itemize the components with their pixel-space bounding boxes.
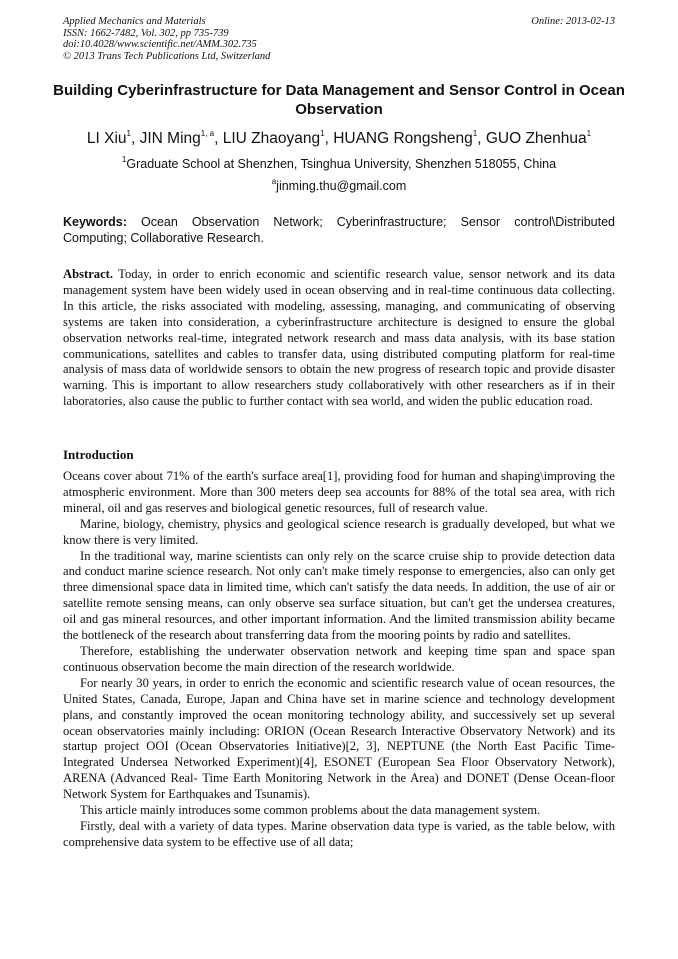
author-name: GUO Zhenhua [485, 130, 587, 147]
author-name: LI Xiu [86, 130, 127, 147]
paragraph: Marine, biology, chemistry, physics and geological science research is gradually developed, but what we know there is very limited. [63, 516, 615, 547]
author-name: JIN Ming [139, 130, 201, 147]
affiliation-text: Graduate School at Shenzhen, Tsinghua University, Shenzhen 518055, China [126, 157, 557, 171]
author-superscript: 1 [126, 128, 131, 138]
copyright-line: © 2013 Trans Tech Publications Ltd, Switzerland [63, 50, 271, 62]
paragraph: Therefore, establishing the underwater observation network and keeping time span and space span continuous observation become the main direction of the research worldwide. [63, 643, 615, 674]
abstract-text: Today, in order to enrich economic and scientific research value, sensor network and its data management system have been widely used in ocean observing and in real-time continuous data collecting. In this article, the risks associated with modeling, assessing, managing, and communicating of observing systems are taken into consideration, a cyberinfrastructure architecture is designed to ensure the global observation networks real-time, integrated network research and mass data analysis, with its base station communications, satellites and cables to transfer data, using distributed computing platform for real-time analysis of mass data of worldwide sensors to obtain the new progress of research topic and provide disaster warning. This is important to allow researchers study collaboratively with other researchers as if in their laboratories, also cause the public to further contact with sea world, and widen the public education road. [63, 267, 615, 409]
paper-title: Building Cyberinfrastructure for Data Management and Sensor Control in Ocean Observation [53, 82, 625, 118]
journal-header [63, 16, 615, 62]
email-superscript: a [271, 176, 277, 186]
affiliation [40, 154, 638, 172]
keywords [63, 214, 615, 246]
author-email [40, 176, 638, 194]
online-date: Online: 2013-02-13 [531, 16, 615, 27]
paragraph: For nearly 30 years, in order to enrich the economic and scientific research value of ocean resources, the United States, Canada, Europe, Japan and China have set in marine science and technology development plans, and constantly improved the ocean monitoring technology ability, and successively set up several ocean observatories mainly including: ORION (Ocean Research Interactive Observatory Network) and its startup project OOI (Ocean Observatories Initiative)[2, 3], NEPTUNE (the North East Pacific Time- Integrated Undersea Networked Experiment)[4], ESONET (European Sea Floor Observatory Network), ARENA (Advanced Real- Time Earth Monitoring Network in the Area) and DONET (Dense Ocean-floor Network System for Earthquakes and Tsunamis). [63, 675, 615, 802]
section-heading-introduction: Introduction [63, 447, 134, 462]
email-text: jinming.thu@gmail.com [276, 179, 407, 193]
introduction-body [63, 469, 615, 851]
keywords-label: Keywords: [63, 215, 127, 229]
author-superscript: 1, a [200, 128, 215, 138]
keywords-text: Ocean Observation Network; Cyberinfrastructure; Sensor control\Distributed Computing; Collaborative Research. [63, 215, 615, 245]
author-superscript: 1 [472, 128, 478, 138]
affiliation-superscript: 1 [121, 154, 127, 164]
author-superscript: 1 [586, 128, 592, 138]
author-superscript: 1 [320, 128, 325, 138]
abstract-label: Abstract. [63, 267, 114, 281]
paragraph: Oceans cover about 71% of the earth's surface area[1], providing food for human and shaping\improving the atmospheric environment. More than 300 meters deep sea accounts for 88% of the total sea area, with rich mineral, oil and gas reserves and biological genetic resources, full of research value. [63, 469, 615, 515]
doi-line: doi:10.4028/www.scientific.net/AMM.302.735 [63, 39, 257, 50]
author-name: HUANG Rongsheng [333, 130, 473, 147]
journal-name: Applied Mechanics and Materials [63, 16, 206, 27]
author-name: LIU Zhaoyang [222, 130, 321, 147]
abstract [63, 267, 615, 410]
author-list: LI Xiu$^1$, JIN Ming$^{1, a}$, LIU Zhaoyang$^1$, HUANG Rongsheng$^1$, GUO Zhenhua$^1$ [86, 128, 592, 147]
paragraph: In the traditional way, marine scientists can only rely on the scarce cruise ship to provide detection data and conduct marine science research. Not only can't make timely response to emergencies, also can only get three dimensional space data in limited time, which can't satisfy the data needs. In addition, the use of air or satellite remote sensing means, can only observe sea surface situation, but can't get the undersea creatures, oil and gas mineral resources, and other important information. And the limited transmission ability became the bottleneck of the research about transferring data from the mooring points by radio and satellites. [63, 548, 615, 643]
issn-line: ISSN: 1662-7482, Vol. 302, pp 735-739 [63, 27, 229, 39]
paragraph: Firstly, deal with a variety of data types. Marine observation data type is varied, as the table below, with comprehensive data system to be effective use of all data; [63, 818, 615, 849]
paragraph: This article mainly introduces some common problems about the data management system. [80, 803, 541, 818]
